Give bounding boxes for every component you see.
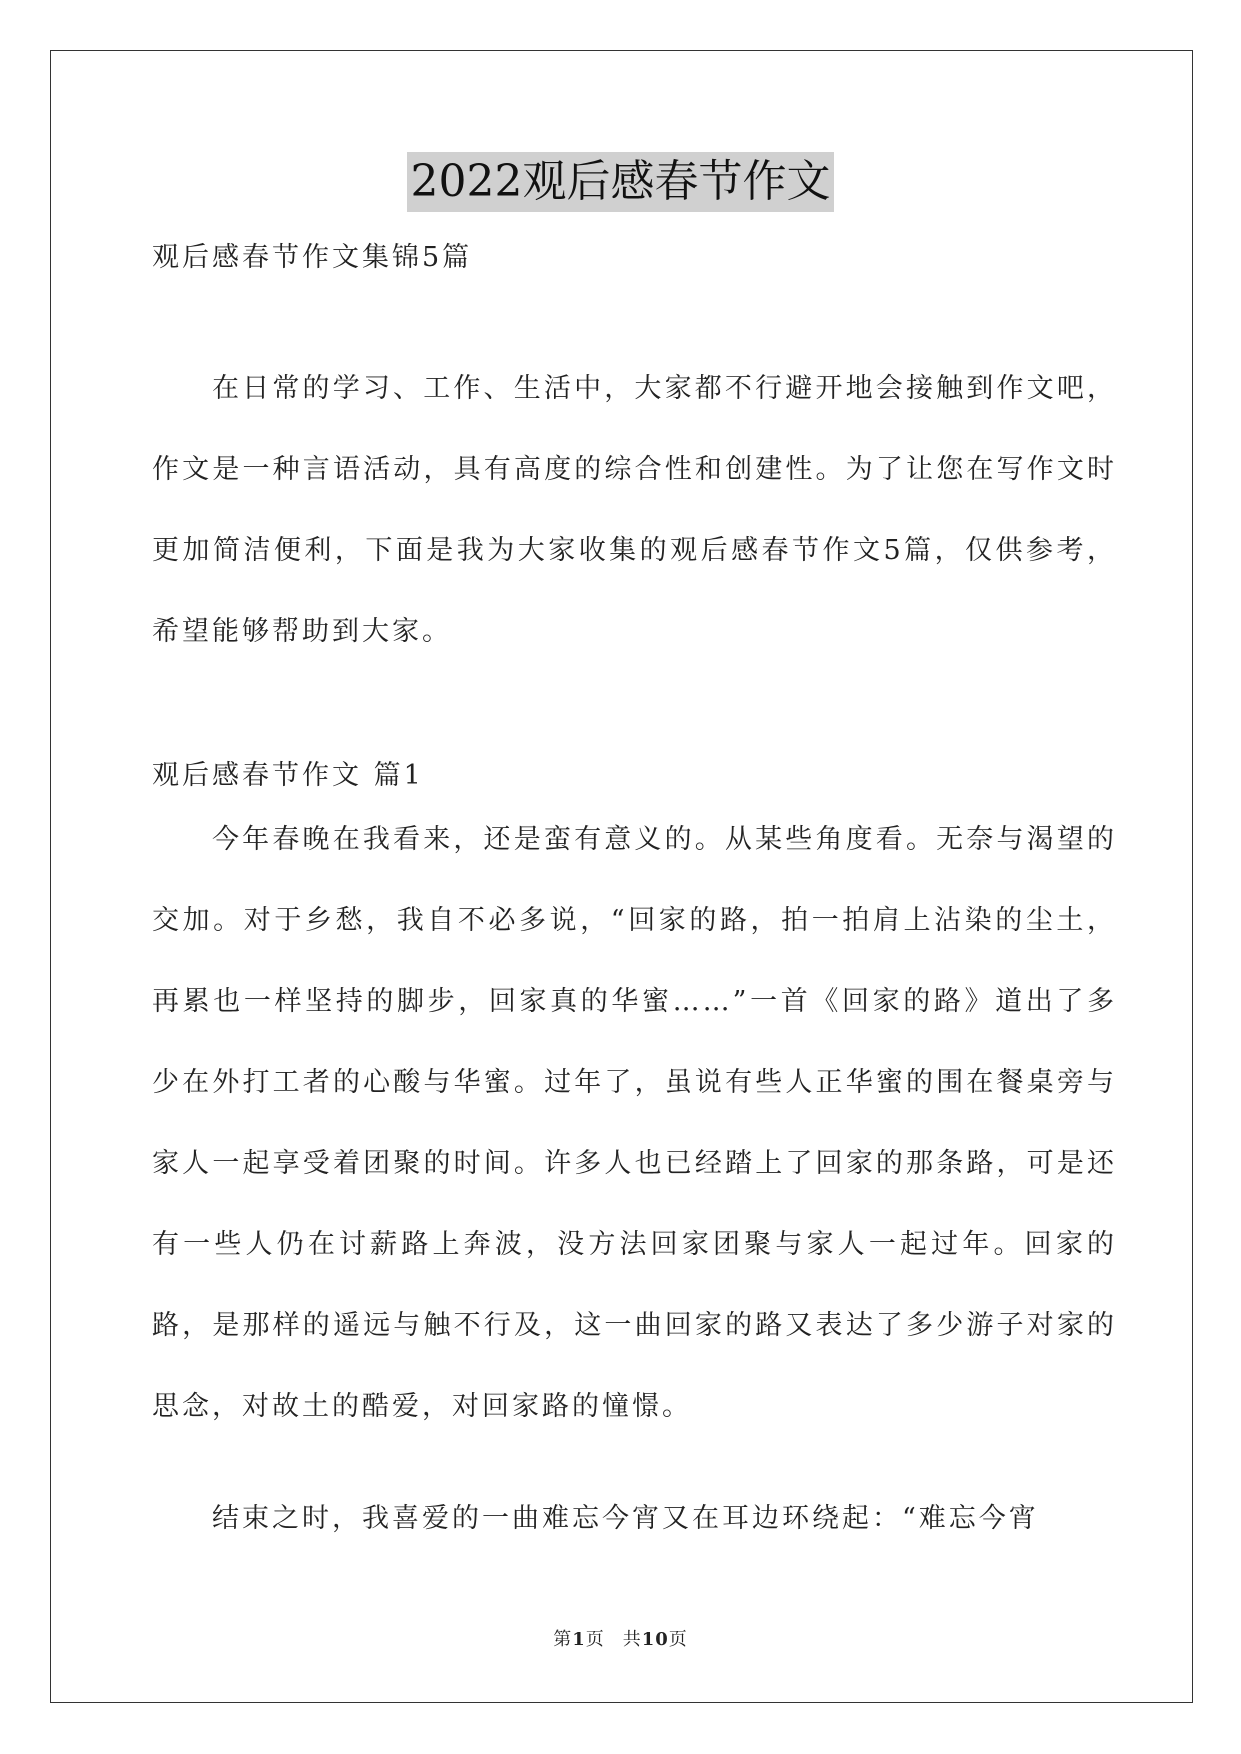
total-prefix: 共	[622, 1629, 642, 1650]
page-prefix: 第	[553, 1629, 573, 1650]
title-container	[0, 152, 1241, 212]
page-number: 1	[572, 1629, 586, 1650]
body-paragraph-continued: 结束之时，我喜爱的一曲难忘今宵又在耳边环绕起：“难忘今宵	[212, 1503, 1039, 1534]
body-paragraph: 今年春晚在我看来，还是蛮有意义的。从某些角度看。无奈与渴望的交加。对于乡愁，我自不必多说，“回家的路，拍一拍肩上沾染的尘土，再累也一样坚持的脚步，回家真的华蜜……”一首《回家的路》道出了多少在外打工者的心酸与华蜜。过年了，虽说有些人正华蜜的围在餐桌旁与家人一起享受着团聚的时间。许多人也已经踏上了回家的那条路，可是还有一些人仍在讨薪路上奔波，没方法回家团聚与家人一起过年。回家的路，是那样的遥远与触不行及，这一曲回家的路又表达了多少游子对家的思念，对故土的酷爱，对回家路的憧憬。	[152, 824, 1117, 1422]
intro-paragraph: 在日常的学习、工作、生活中，大家都不行避开地会接触到作文吧，作文是一种言语活动，具有高度的综合性和创建性。为了让您在写作文时更加简洁便利，下面是我为大家收集的观后感春节作文5篇，仅供参考，希望能够帮助到大家。	[152, 373, 1117, 647]
total-pages: 10	[641, 1629, 669, 1650]
document-subtitle: 观后感春节作文集锦5篇	[152, 242, 473, 273]
document-title: 2022观后感春节作文	[407, 152, 835, 212]
total-suffix: 页	[668, 1629, 688, 1650]
page-suffix: 页	[585, 1629, 605, 1650]
section-heading: 观后感春节作文 篇1	[152, 760, 424, 791]
page-footer	[0, 1625, 1241, 1651]
